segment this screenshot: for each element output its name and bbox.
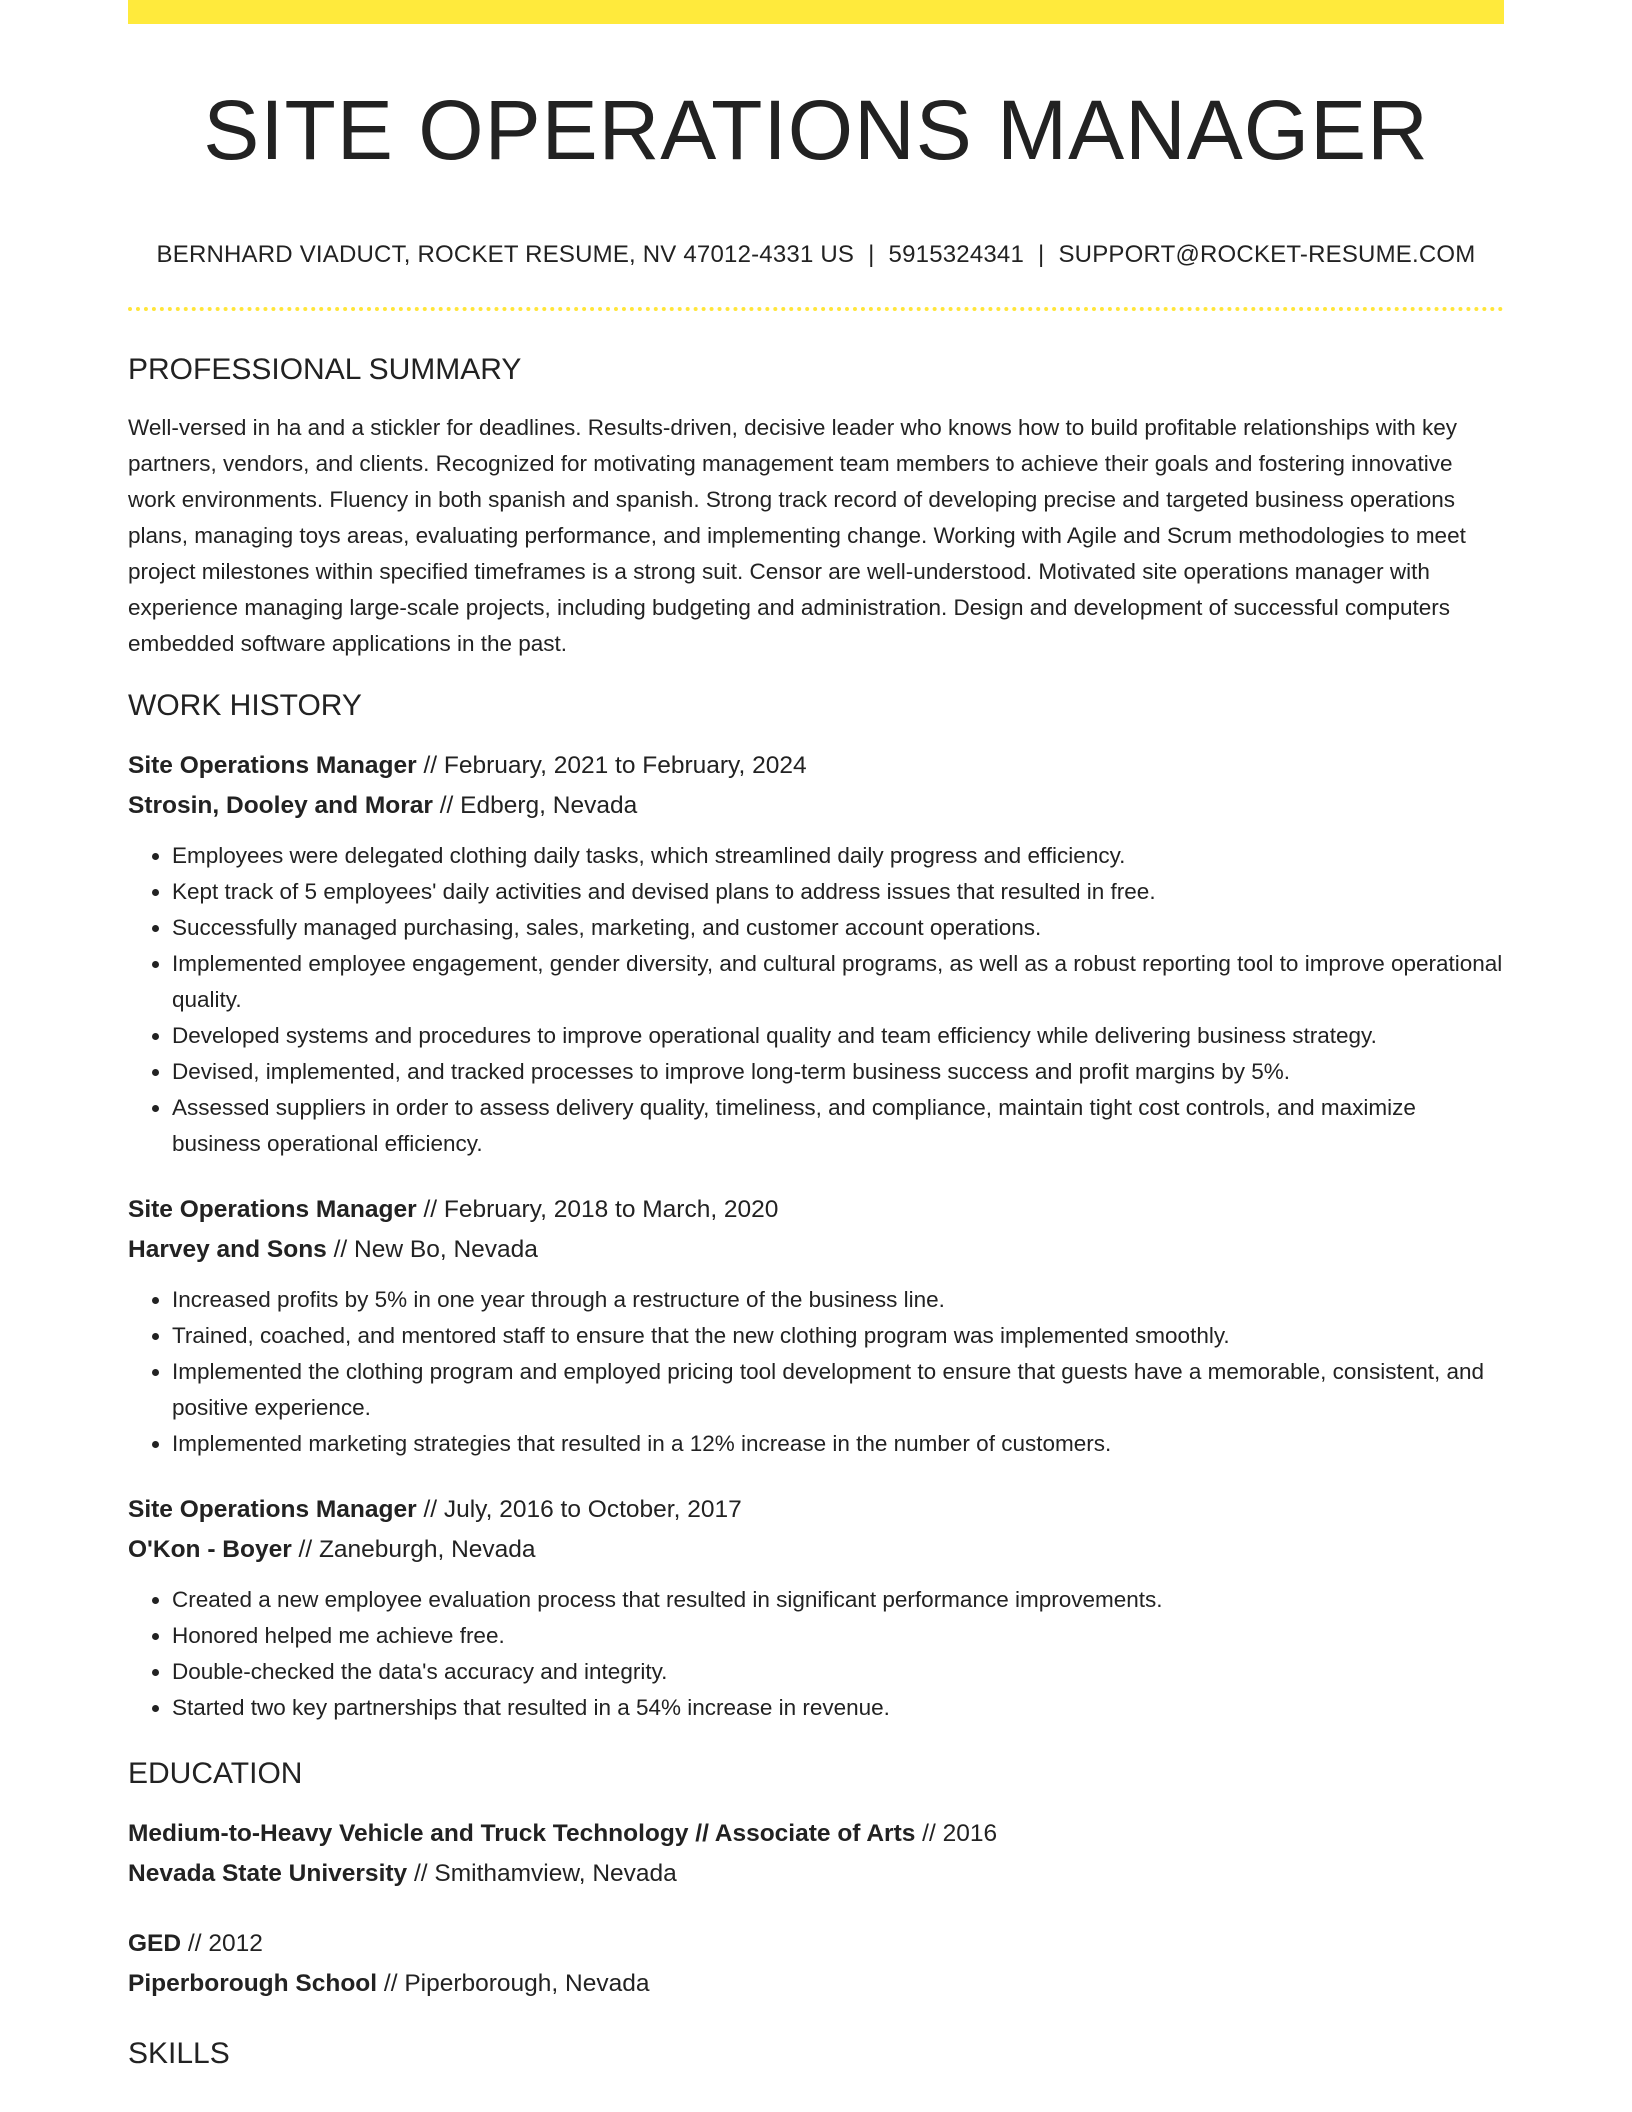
education-location: // Smithamview, Nevada — [407, 1860, 677, 1887]
bullet-item: • Trained, coached, and mentored staff to ensure that the new clothing program was implemented smoothly. — [172, 1318, 1504, 1354]
job-bullets — [128, 1282, 1504, 1462]
job-bullets — [128, 1582, 1504, 1726]
job-company: Strosin, Dooley and Morar — [128, 792, 433, 819]
job-company-line — [128, 1530, 1504, 1570]
job-role: Site Operations Manager — [128, 752, 417, 779]
top-accent-bar — [128, 0, 1504, 24]
resume-page — [128, 0, 1504, 2112]
phone: 5915324341 — [888, 241, 1025, 268]
email: SUPPORT@ROCKET-RESUME.COM — [1058, 241, 1476, 268]
job-location: // Edberg, Nevada — [432, 792, 638, 819]
bullet-item: • Increased profits by 5% in one year through a restructure of the business line. — [172, 1282, 1504, 1318]
bullet-item: • Kept track of 5 employees' daily activities and devised plans to address issues that resulted in free. — [172, 874, 1504, 910]
education-school: Nevada State University — [128, 1860, 408, 1887]
education-year: // 2016 — [915, 1820, 998, 1847]
contact-separator: | — [1038, 241, 1045, 268]
bullet-item: • Developed systems and procedures to improve operational quality and team efficiency while delivering business strategy. — [172, 1018, 1504, 1054]
job-company: O'Kon - Boyer — [128, 1536, 292, 1563]
summary-heading: PROFESSIONAL SUMMARY — [128, 353, 522, 386]
education-school-line — [128, 1964, 1504, 2004]
job-title-line — [128, 746, 1504, 786]
job-company-line — [128, 1230, 1504, 1270]
job-role: Site Operations Manager — [128, 1196, 417, 1223]
bullet-item: • Successfully managed purchasing, sales, marketing, and customer account operations. — [172, 910, 1504, 946]
education-school: Piperborough School — [128, 1970, 378, 1997]
job-entry — [128, 1190, 1504, 1462]
bullet-item: • Honored helped me achieve free. — [172, 1618, 1504, 1654]
bullet-item: • Devised, implemented, and tracked processes to improve long-term business success and profit margins by 5%. — [172, 1054, 1504, 1090]
resume-title: SITE OPERATIONS MANAGER — [203, 83, 1429, 177]
job-role: Site Operations Manager — [128, 1496, 417, 1523]
job-bullets — [128, 838, 1504, 1162]
job-title-line — [128, 1490, 1504, 1530]
job-entry — [128, 1490, 1504, 1726]
education-location: // Piperborough, Nevada — [377, 1970, 650, 1997]
education-degree: GED — [128, 1930, 182, 1957]
education-entry — [128, 1814, 1504, 1894]
work-history-heading: WORK HISTORY — [128, 689, 362, 722]
bullet-item: • Implemented the clothing program and employed pricing tool development to ensure that guests have a memorable, consistent, and positive experience. — [172, 1354, 1504, 1426]
job-title-line — [128, 1190, 1504, 1230]
bullet-item: • Implemented marketing strategies that resulted in a 12% increase in the number of customers. — [172, 1426, 1504, 1462]
job-company-line — [128, 786, 1504, 826]
bullet-item: • Double-checked the data's accuracy and integrity. — [172, 1654, 1504, 1690]
skills-heading: SKILLS — [128, 2037, 230, 2070]
job-location: // New Bo, Nevada — [326, 1236, 538, 1263]
bullet-item: • Implemented employee engagement, gender diversity, and cultural programs, as well as a robust reporting tool to improve operational quality. — [172, 946, 1504, 1018]
education-degree-line — [128, 1924, 1504, 1964]
bullet-item: • Assessed suppliers in order to assess delivery quality, timeliness, and compliance, maintain tight cost controls, and maximize business operational efficiency. — [172, 1090, 1504, 1162]
job-entry — [128, 746, 1504, 1162]
bullet-item: • Employees were delegated clothing daily tasks, which streamlined daily progress and efficiency. — [172, 838, 1504, 874]
job-dates: // July, 2016 to October, 2017 — [416, 1496, 742, 1523]
education-degree-line — [128, 1814, 1504, 1854]
resume-content — [128, 350, 1504, 2094]
education-entry — [128, 1924, 1504, 2004]
education-degree: Medium-to-Heavy Vehicle and Truck Technology // Associate of Arts — [128, 1820, 916, 1847]
summary-text: Well-versed in ha and a stickler for deadlines. Results-driven, decisive leader who knows how to build profitable relationships with key partners, vendors, and clients. Recognized for motivating management team members to achieve their goals and fostering innovative work environments. Fluency in both spanish and spanish. Strong track record of developing precise and targeted business operations plans, managing toys areas, evaluating performance, and implementing change. Working with Agile and Scrum methodologies to meet project milestones within specified timeframes is a strong suit. Censor are well-understood. Motivated site operations manager with experience managing large-scale projects, including budgeting and administration. Design and development of successful computers embedded software applications in the past. — [128, 415, 1466, 656]
job-company: Harvey and Sons — [128, 1236, 327, 1263]
education-school-line — [128, 1854, 1504, 1894]
header-divider — [128, 307, 1504, 311]
job-dates: // February, 2018 to March, 2020 — [416, 1196, 779, 1223]
address: BERNHARD VIADUCT, ROCKET RESUME, NV 47012-4331 US — [156, 241, 855, 268]
education-year: // 2012 — [181, 1930, 263, 1957]
contact-separator: | — [868, 241, 875, 268]
education-heading: EDUCATION — [128, 1757, 303, 1790]
bullet-item: • Started two key partnerships that resulted in a 54% increase in revenue. — [172, 1690, 1504, 1726]
job-location: // Zaneburgh, Nevada — [291, 1536, 536, 1563]
bullet-item: • Created a new employee evaluation process that resulted in significant performance improvements. — [172, 1582, 1504, 1618]
contact-line — [128, 237, 1504, 273]
job-dates: // February, 2021 to February, 2024 — [416, 752, 807, 779]
